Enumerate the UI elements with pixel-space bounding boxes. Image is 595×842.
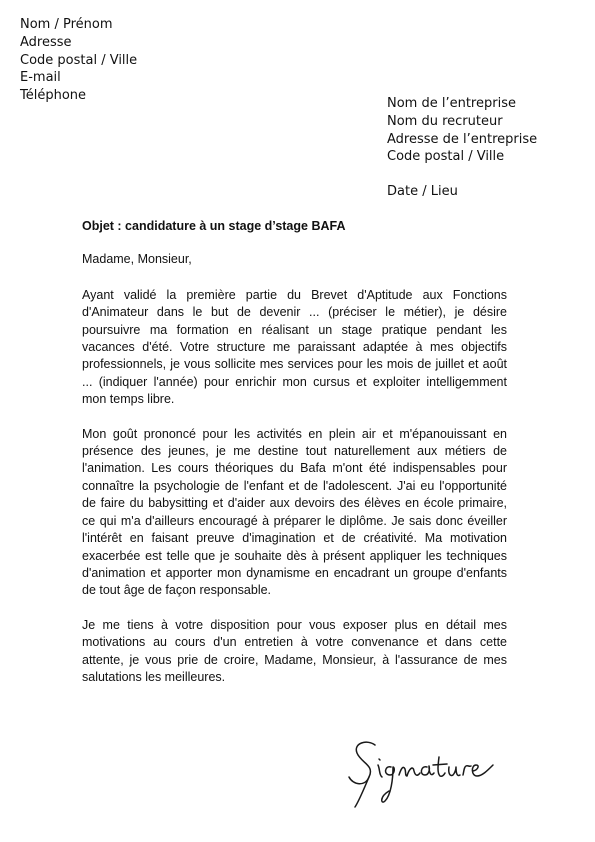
sender-name: Nom / Prénom [20, 17, 113, 32]
sender-postal-city: Code postal / Ville [20, 52, 138, 68]
letter-body [82, 218, 507, 703]
recipient-address: Adresse de l’entreprise [387, 131, 538, 147]
paragraph-2: Mon goût prononcé pour les activités en plein air et m'épanouissant en présence des jeunes, je me destine tout naturellement aux métiers de l'animation. Les cours théoriques du Bafa m'ont été indispensables pour connaître la psychologie de l'enfant et de l'adolescent. J'ai eu l'opportunité de faire du babysitting et d'aider aux devoirs des élèves en école primaire, ce qui m'a d'ailleurs encouragé à préparer le diplôme. Je sais donc éveiller l'intérêt en faisant preuve d'imagination et de créativité. Ma motivation exacerbée est telle que je souhaite dès à présent appliquer les techniques d'animation et apporter mon dynamisme en encadrant un groupe d'enfants de tout âge de façon responsable. [82, 426, 507, 598]
sender-address: Adresse [20, 34, 72, 50]
letter-salutation: Madame, Monsieur, [82, 252, 192, 267]
recipient-postal-city: Code postal / Ville [387, 149, 505, 165]
sender-email: E-mail [20, 70, 61, 86]
sender-phone: Téléphone [20, 88, 87, 104]
letter-subject: Objet : candidature à un stage d’stage BAFA [82, 219, 346, 233]
recipient-recruiter: Nom du recruteur [387, 113, 503, 129]
recipient-block [387, 95, 537, 166]
sender-block [20, 16, 137, 105]
paragraph-1: Ayant validé la première partie du Brevet d'Aptitude aux Fonctions d'Animateur dans le but de devenir ... (préciser le métier), je désire poursuivre ma formation en réalisant un stage pratique pendant les vacances d'été. Votre structure me paraissant adaptée à mes objectifs professionnels, je vous sollicite mes services pour les mois de juillet et août ... (indiquer l'année) pour enrichir mon cursus et exploiter intelligemment mon temps libre. [82, 287, 507, 407]
paragraph-3: Je me tiens à votre disposition pour vous exposer plus en détail mes motivations au cours d'un entretien à votre convenance et dans cette attente, je vous prie de croire, Madame, Monsieur, à l'assurance de mes salutations les meilleures. [82, 617, 507, 684]
handwritten-signature [345, 735, 495, 810]
recipient-company: Nom de l’entreprise [387, 96, 516, 111]
date-place: Date / Lieu [387, 184, 458, 199]
